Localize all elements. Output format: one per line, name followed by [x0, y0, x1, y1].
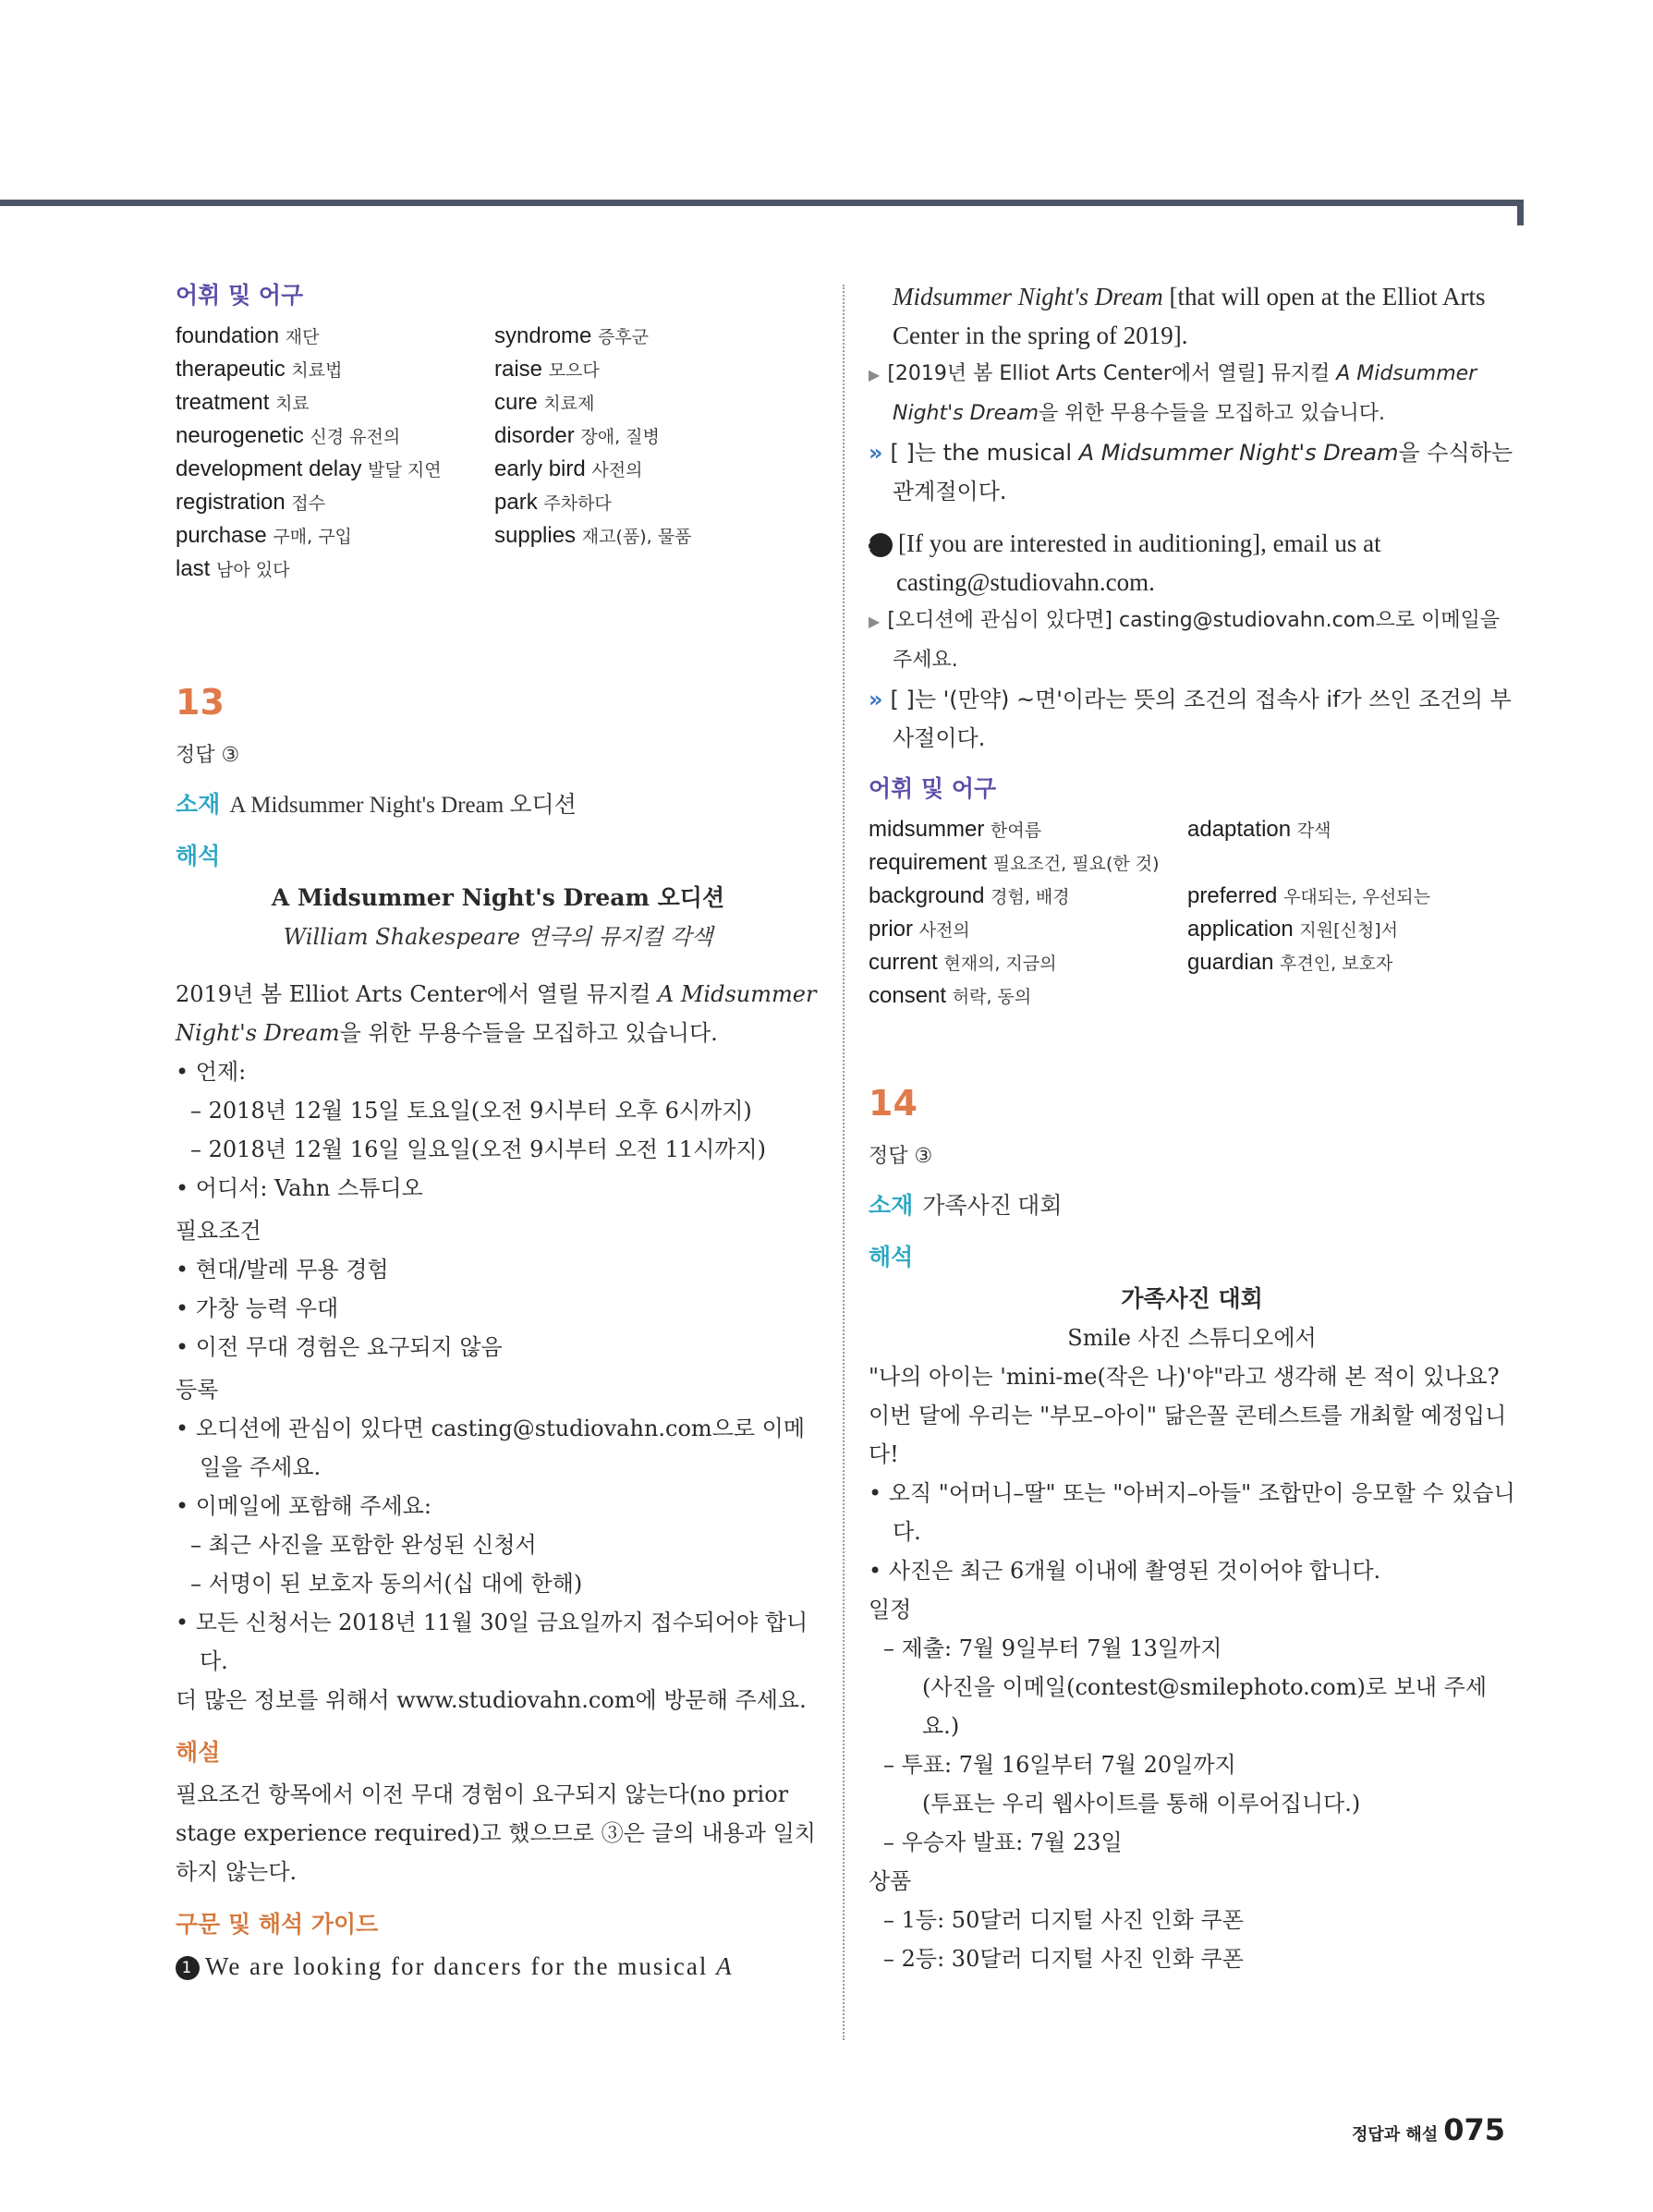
note-text: [ ]는 the musical: [890, 440, 1079, 466]
vocab-item: [176, 323, 494, 349]
notice-intro: [176, 975, 820, 1052]
vocab-meaning: 필요조건, 필요(한 것): [992, 854, 1160, 874]
vocab-item: [176, 490, 494, 516]
vocab-word: purchase: [176, 523, 267, 548]
rule-item: • 사진은 최근 6개월 이내에 촬영된 것이어야 합니다.: [869, 1558, 1381, 1584]
vocab-word: midsummer: [869, 817, 985, 842]
vocab-meaning: 신경 유전의: [310, 427, 401, 447]
prize-item: – 1등: 50달러 디지털 사진 인화 쿠폰: [883, 1907, 1244, 1933]
translation-title: A Midsummer Night's Dream: [893, 362, 1477, 425]
vocab-meaning: 접수: [291, 493, 326, 514]
vocab-meaning: 지원[신청]서: [1299, 920, 1399, 941]
translation-text: [오디션에 관심이 있다면] casting@studiovahn.com으로 이메일을 주세요.: [887, 609, 1501, 672]
triangle-bullet-icon: ▶: [869, 613, 881, 630]
vocab-word: adaptation: [1187, 817, 1292, 842]
notice-subtitle: Smile 사진 스튜디오에서: [1067, 1325, 1317, 1351]
vocab-meaning: 치료제: [543, 394, 595, 414]
schedule-note: (투표는 우리 웹사이트를 통해 이루어집니다.): [922, 1791, 1361, 1817]
vocab-word: early bird: [494, 456, 586, 481]
vocab-word: neurogenetic: [176, 423, 304, 448]
where-item: • 어디서: Vahn 스튜디오: [176, 1175, 423, 1201]
vocab-item: [494, 390, 808, 416]
vocab-item: [494, 490, 808, 516]
sentence-translation: [869, 355, 1515, 433]
vocab-item: [176, 523, 494, 549]
sentence-title: Midsummer Night's Dream: [893, 283, 1163, 310]
vocab-item: [494, 423, 808, 449]
question-number: 14: [869, 1083, 918, 1124]
topic-text: 가족사진 대회: [922, 1194, 1063, 1219]
sentence-continuation: [869, 277, 1515, 355]
vocab-meaning: 허락, 동의: [952, 987, 1032, 1007]
schedule-note: (사진을 이메일(contest@smilephoto.com)로 보내 주세요.): [922, 1674, 1488, 1739]
topic-line: [869, 1187, 1515, 1221]
vocab-word: foundation: [176, 323, 280, 348]
sentence-text: [that will open at the Elliot Arts Center in the spring of 2019].: [893, 283, 1486, 349]
vocab-meaning: 남아 있다: [216, 560, 290, 580]
requirements-label: 필요조건: [176, 1218, 261, 1244]
vocab-word: park: [494, 490, 538, 515]
vocab-word: background: [869, 883, 985, 908]
vocab-word: cure: [494, 390, 538, 415]
triangle-bullet-icon: ▶: [869, 366, 881, 383]
translation-label: 해석: [869, 1244, 914, 1270]
answer-label: 정답 ③: [869, 1145, 933, 1168]
topic-label: 소재: [869, 1192, 914, 1219]
grammar-note: [869, 680, 1515, 758]
vocab-word: preferred: [1187, 883, 1278, 908]
registration-item: • 이메일에 포함해 주세요:: [176, 1493, 431, 1519]
vocab-item: [1187, 850, 1501, 876]
vocab-item: [494, 357, 808, 383]
footer-label: 정답과 해설: [1351, 2125, 1439, 2145]
notice-subtitle: William Shakespeare 연극의 뮤지컬 각색: [283, 924, 713, 950]
explanation-label: 해설: [176, 1739, 221, 1766]
translation-label: 해석: [176, 843, 221, 869]
schedule-item: – 우승자 발표: 7월 23일: [883, 1829, 1123, 1855]
registration-label: 등록: [176, 1377, 219, 1403]
requirement-item: • 가창 능력 우대: [176, 1295, 339, 1321]
when-item: – 2018년 12월 16일 일요일(오전 9시부터 오전 11시까지): [190, 1136, 767, 1162]
vocab-word: development delay: [176, 456, 362, 481]
more-info: 더 많은 정보를 위해서 www.studiovahn.com에 방문해 주세요.: [176, 1687, 807, 1713]
sentence-text: [If you are interested in auditioning], email us at casting@studiovahn.com.: [896, 529, 1381, 596]
right-column: [861, 277, 1515, 1978]
vocab-item: [869, 817, 1187, 843]
notice-intro: "나의 아이는 'mini-me(작은 나)'야"라고 생각해 본 적이 있나요? 이번 달에 우리는 "부모–아이" 닮은꼴 콘테스트를 개최할 예정입니다!: [869, 1364, 1507, 1467]
vocab-item: [1187, 817, 1501, 843]
grammar-note: [869, 433, 1515, 511]
vocab-item: [869, 950, 1187, 976]
vocab-item: [494, 456, 808, 482]
vocab-heading: 어휘 및 어구: [869, 775, 997, 802]
sentence-number-badge: 2: [869, 533, 893, 557]
vocab-meaning: 후견인, 보호자: [1280, 954, 1393, 974]
vocab-meaning: 구매, 구입: [273, 527, 352, 547]
vocab-word: syndrome: [494, 323, 592, 348]
vocab-list: [176, 323, 820, 582]
vocab-item: [176, 556, 494, 582]
intro-text-end: 을 위한 무용수들을 모집하고 있습니다.: [339, 1020, 718, 1046]
when-item: – 2018년 12월 15일 토요일(오전 9시부터 오후 6시까지): [190, 1098, 752, 1124]
vocab-item: [176, 456, 494, 482]
vocab-item: [1187, 950, 1501, 976]
header-rule-tick: [1517, 200, 1524, 225]
vocab-word: treatment: [176, 390, 270, 415]
registration-subitem: – 서명이 된 보호자 동의서(십 대에 한해): [190, 1571, 583, 1597]
registration-item: • 모든 신청서는 2018년 11월 30일 금요일까지 접수되어야 합니다.: [176, 1610, 808, 1674]
vocab-item: [494, 523, 808, 549]
vocab-meaning: 발달 지연: [368, 460, 442, 480]
requirement-item: • 이전 무대 경험은 요구되지 않음: [176, 1334, 503, 1360]
vocab-meaning: 증후군: [598, 327, 650, 347]
note-text-end: 을 수식하는 관계절이다.: [893, 440, 1513, 504]
topic-label: 소재: [176, 791, 221, 818]
syntax-guide-sentence: [861, 524, 1515, 602]
vocab-word: disorder: [494, 423, 575, 448]
question-number: 13: [176, 682, 225, 723]
vocab-meaning: 주차하다: [543, 493, 612, 514]
registration-item: • 오디션에 관심이 있다면 casting@studiovahn.com으로 이메일을 주세요.: [176, 1416, 806, 1480]
sentence-text: We are looking for dancers for the musical: [205, 1952, 717, 1980]
vocab-word: last: [176, 556, 211, 581]
vocab-word: current: [869, 950, 938, 975]
note-title: A Midsummer Night's Dream: [1078, 440, 1399, 466]
vocab-meaning: 모으다: [548, 360, 600, 381]
vocab-list: [869, 817, 1515, 1009]
vocab-word: prior: [869, 917, 914, 942]
vocab-meaning: 재단: [285, 327, 320, 347]
answer-label: 정답 ③: [176, 744, 240, 767]
vocab-heading: 어휘 및 어구: [176, 282, 304, 309]
header-rule: [0, 200, 1523, 206]
topic-line: [176, 786, 820, 820]
vocab-item: [869, 983, 1187, 1009]
vocab-meaning: 사전의: [918, 920, 970, 941]
vocab-word: requirement: [869, 850, 988, 875]
translation-text-end: 을 위한 무용수들을 모집하고 있습니다.: [1039, 402, 1386, 425]
vocab-item: [176, 423, 494, 449]
column-divider: [843, 285, 845, 2040]
left-column: [176, 277, 820, 1986]
prize-label: 상품: [869, 1868, 912, 1894]
vocab-meaning: 사전의: [591, 460, 643, 480]
vocab-item: [869, 883, 1187, 909]
registration-subitem: – 최근 사진을 포함한 완성된 신청서: [190, 1532, 537, 1558]
note-text: [ ]는 '(만약) ~면'이라는 뜻의 조건의 접속사 if가 쓰인 조건의 부사절이다.: [890, 687, 1512, 751]
sentence-title: A: [716, 1952, 734, 1980]
requirement-item: • 현대/발레 무용 경험: [176, 1257, 389, 1282]
intro-title: A Midsummer Night's Dream: [176, 981, 817, 1046]
vocab-word: registration: [176, 490, 286, 515]
vocab-word: supplies: [494, 523, 577, 548]
vocab-item: [869, 850, 1187, 876]
vocab-word: application: [1187, 917, 1294, 942]
syntax-guide-sentence: [176, 1947, 820, 1986]
vocab-meaning: 각색: [1296, 820, 1331, 841]
double-chevron-icon: »: [869, 440, 883, 466]
vocab-word: consent: [869, 983, 947, 1008]
vocab-meaning: 한여름: [991, 820, 1042, 841]
vocab-meaning: 치료: [275, 394, 310, 414]
vocab-word: guardian: [1187, 950, 1274, 975]
vocab-item: [869, 917, 1187, 942]
intro-text: 2019년 봄 Elliot Arts Center에서 열릴 뮤지컬: [176, 981, 658, 1007]
vocab-meaning: 현재의, 지금의: [943, 954, 1057, 974]
vocab-meaning: 재고(품), 물품: [581, 527, 692, 547]
vocab-item: [1187, 917, 1501, 942]
schedule-item: – 투표: 7월 16일부터 7월 20일까지: [883, 1752, 1236, 1778]
translation-text: [2019년 봄 Elliot Arts Center에서 열릴] 뮤지컬: [887, 362, 1337, 385]
vocab-meaning: 장애, 질병: [580, 427, 660, 447]
schedule-item: – 제출: 7월 9일부터 7월 13일까지: [883, 1635, 1222, 1661]
prize-item: – 2등: 30달러 디지털 사진 인화 쿠폰: [883, 1946, 1244, 1972]
vocab-meaning: 치료법: [291, 360, 343, 381]
vocab-meaning: 우대되는, 우선되는: [1283, 887, 1430, 907]
vocab-item: [1187, 983, 1501, 1009]
page-number: 075: [1443, 2112, 1505, 2147]
sentence-number-badge: 1: [176, 1956, 200, 1980]
page-footer: [1352, 2112, 1505, 2147]
vocab-item: [176, 357, 494, 383]
sentence-translation: [869, 602, 1515, 680]
notice-title: 가족사진 대회: [1121, 1285, 1263, 1312]
rule-item: • 오직 "어머니–딸" 또는 "아버지–아들" 조합만이 응모할 수 있습니다.: [869, 1480, 1515, 1545]
syntax-guide-label: 구문 및 해석 가이드: [176, 1911, 379, 1938]
double-chevron-icon: »: [869, 687, 883, 712]
when-label: • 언제:: [176, 1059, 247, 1085]
topic-text: A Midsummer Night's Dream 오디션: [229, 793, 577, 818]
schedule-label: 일정: [869, 1597, 912, 1623]
explanation-text: 필요조건 항목에서 이전 무대 경험이 요구되지 않는다(no prior stage experience required)고 했으므로 ③은 글의 내용과 일치하지 않는다.: [176, 1781, 816, 1885]
vocab-item: [494, 323, 808, 349]
vocab-item: [176, 390, 494, 416]
vocab-word: raise: [494, 357, 543, 382]
notice-title: A Midsummer Night's Dream 오디션: [271, 884, 725, 911]
vocab-word: therapeutic: [176, 357, 286, 382]
vocab-item: [1187, 883, 1501, 909]
vocab-meaning: 경험, 배경: [991, 887, 1070, 907]
